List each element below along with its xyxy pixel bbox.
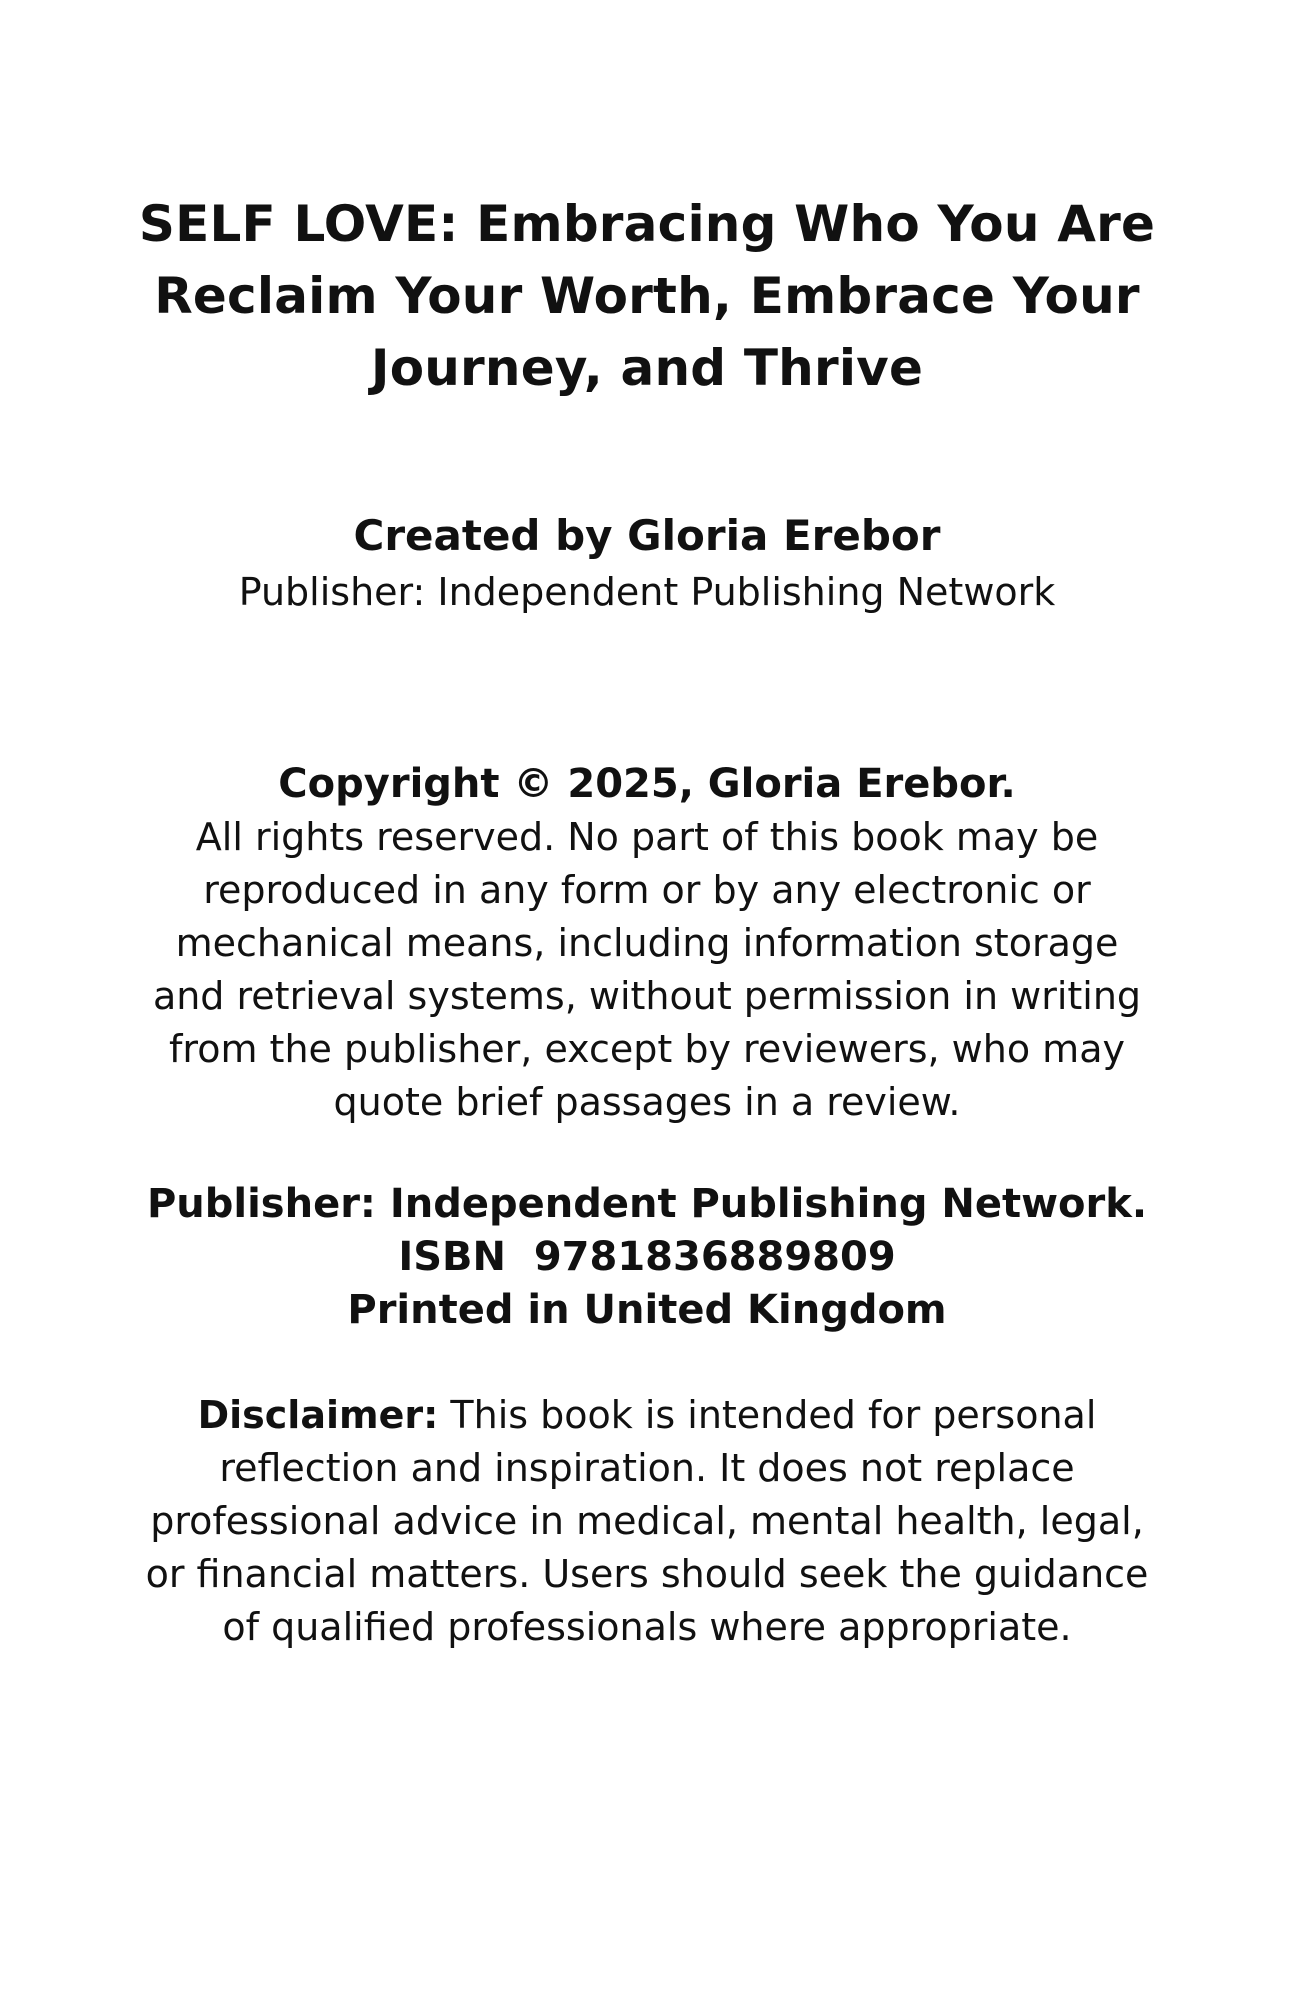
- rights-text-line: reproduced in any form or by any electronic or: [203, 868, 1091, 912]
- subtitle-line: Journey, and Thrive: [370, 339, 924, 397]
- author-credit: Created by Gloria Erebor: [353, 511, 941, 560]
- rights-text-line: mechanical means, including information storage: [175, 921, 1119, 965]
- publisher-credit: Publisher: Independent Publishing Network: [238, 570, 1056, 614]
- disclaimer-label: Disclaimer:: [197, 1393, 439, 1437]
- publisher-name: Publisher: Independent Publishing Network.: [146, 1181, 1148, 1227]
- isbn-number: ISBN 9781836889809: [398, 1234, 896, 1280]
- disclaimer-text: This book is intended for personal: [438, 1393, 1097, 1437]
- disclaimer-text-line: or financial matters. Users should seek the guidance: [145, 1552, 1149, 1596]
- disclaimer-first-line: [60, 1389, 1234, 1442]
- rights-text-line: and retrieval systems, without permission in writing: [152, 974, 1142, 1018]
- copyright-notice: [80, 757, 1214, 1129]
- disclaimer-text-line: of qualified professionals where appropriate.: [222, 1605, 1072, 1649]
- subtitle-line: Reclaim Your Worth, Embrace Your: [154, 267, 1140, 325]
- publication-details: [80, 1178, 1214, 1337]
- title-line: SELF LOVE: Embracing Who You Are: [138, 195, 1156, 253]
- rights-text-line: from the publisher, except by reviewers, who may: [169, 1027, 1125, 1071]
- book-title: [80, 188, 1214, 404]
- creator-info: [80, 508, 1214, 618]
- rights-text-line: All rights reserved. No part of this book may be: [195, 815, 1099, 859]
- copyright-heading: Copyright © 2025, Gloria Erebor.: [278, 761, 1016, 807]
- disclaimer-text-line: reflection and inspiration. It does not replace: [219, 1446, 1075, 1490]
- disclaimer-text-line: professional advice in medical, mental health, legal,: [150, 1499, 1144, 1543]
- disclaimer: [60, 1389, 1234, 1654]
- printed-location: Printed in United Kingdom: [347, 1287, 947, 1333]
- rights-text-line: quote brief passages in a review.: [333, 1080, 961, 1124]
